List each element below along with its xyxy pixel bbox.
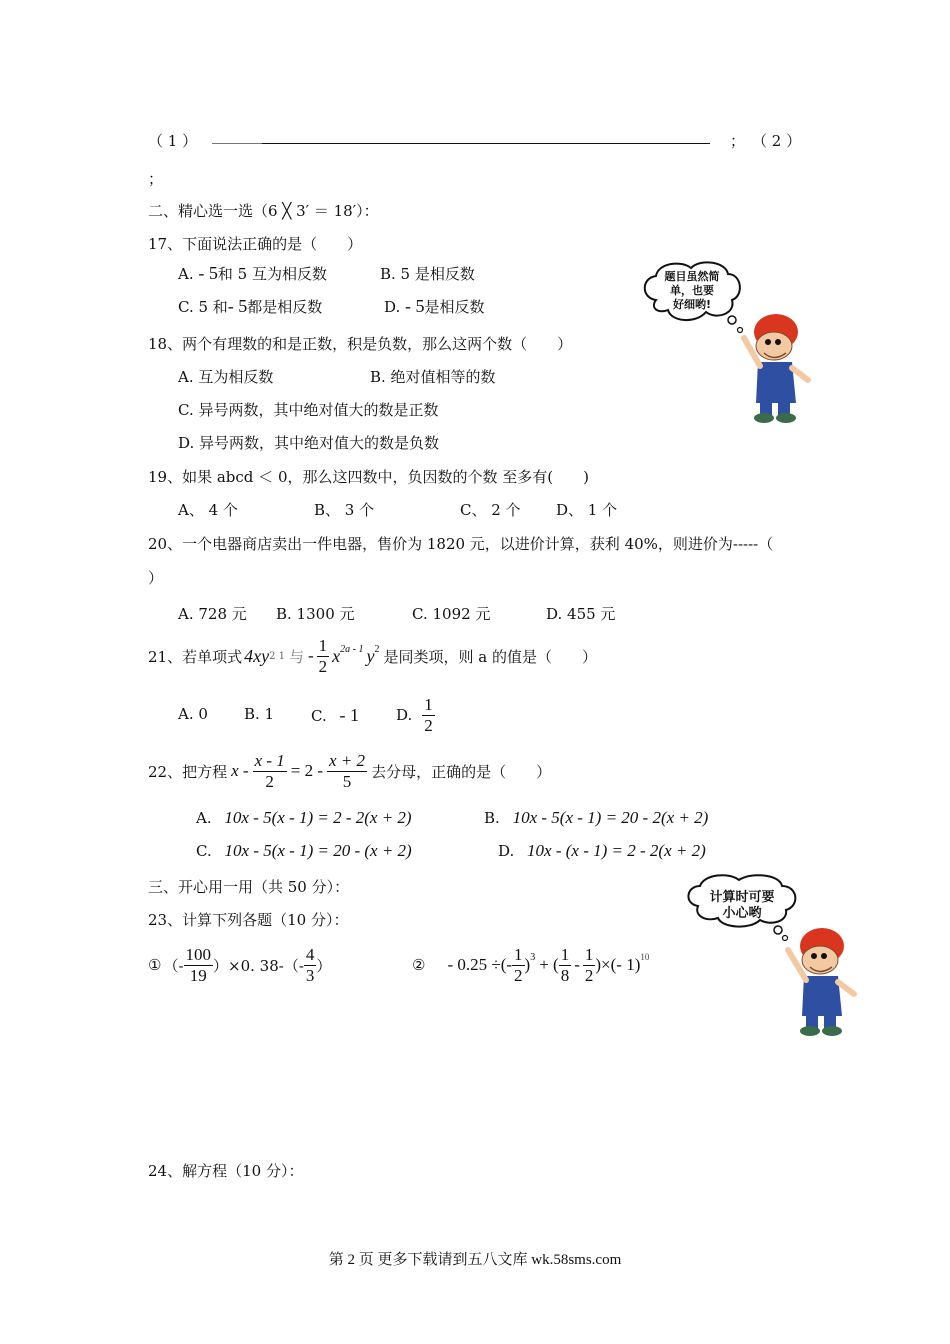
q22-d-letter: D. bbox=[498, 842, 515, 860]
q22-a-expr: 10x - 5(x - 1) = 2 - 2(x + 2) bbox=[224, 808, 412, 827]
q22-f1-num: x - 1 bbox=[254, 750, 285, 770]
bubble-2-line-2: 小心哟 bbox=[722, 906, 762, 921]
q22-option-c bbox=[196, 841, 412, 861]
q17-stem: 17、下面说法正确的是（ ） bbox=[148, 235, 363, 253]
q21-d-den: 2 bbox=[424, 715, 433, 735]
q22-b-expr: 10x - 5(x - 1) = 20 - 2(x + 2) bbox=[512, 808, 709, 827]
q21-prefix: 21、若单项式 bbox=[148, 647, 243, 666]
mascot-2-eye-right bbox=[821, 953, 827, 959]
q21-fraction bbox=[317, 636, 330, 677]
q17-a-letter: A. bbox=[178, 265, 194, 283]
q21-x-exponent: 2a - 1 bbox=[340, 644, 364, 655]
q23-p1-close: ）×0. 38-（- bbox=[213, 956, 304, 975]
q22-f2-num: x + 2 bbox=[329, 750, 366, 770]
q19-stem: 19、如果 abcd ＜ 0，那么这四数中，负因数的个数 至多有( ) bbox=[148, 468, 589, 486]
mascot-1-shoe-left bbox=[754, 413, 774, 423]
q23-e-fraction-3 bbox=[583, 945, 596, 986]
q23-circle-2: ② bbox=[412, 956, 426, 974]
bubble-2-tail-dot-1 bbox=[774, 926, 782, 934]
q17-c-letter: C. 5 和 bbox=[178, 298, 228, 316]
q17-d-letter: D. bbox=[384, 298, 401, 316]
q22-option-a bbox=[196, 808, 412, 828]
mascot-hint-1 bbox=[636, 258, 816, 428]
q17-a-text: 和 5 互为相反数 bbox=[217, 265, 327, 283]
q18-option-a: A. 互为相反数 bbox=[178, 368, 274, 386]
q23-e-fraction-1 bbox=[512, 945, 525, 986]
bubble-1-line-1: 题目虽然简 bbox=[664, 270, 720, 283]
q21-suffix: 是同类项，则 a 的值是（ ） bbox=[383, 647, 597, 666]
q21-option-d bbox=[396, 693, 435, 737]
q23-e-f1-den: 2 bbox=[514, 965, 523, 985]
q19-option-a: A、 4 个 bbox=[178, 501, 238, 519]
q23-p1-open: （- bbox=[163, 956, 184, 975]
mascot-1-face bbox=[756, 332, 792, 360]
q22-x-minus: x - bbox=[231, 761, 249, 780]
mascot-hint-2 bbox=[684, 874, 864, 1040]
q23-circle-1: ① bbox=[148, 956, 162, 974]
q23-p2-den: 3 bbox=[305, 965, 315, 985]
q24-stem: 24、解方程（10 分）： bbox=[148, 1162, 304, 1180]
blank1-label: （ 1 ） bbox=[148, 132, 198, 150]
mascot-2-face bbox=[802, 946, 838, 974]
q22-equals: = 2 - bbox=[290, 761, 324, 780]
q21-frac-den: 2 bbox=[318, 656, 328, 676]
q23-e-f1-num: 1 bbox=[514, 944, 523, 964]
q21-option-a: A. 0 bbox=[178, 705, 208, 723]
bubble-1-text bbox=[650, 270, 734, 312]
q21-option-b: B. 1 bbox=[244, 705, 275, 723]
q21-c-letter: C. bbox=[311, 707, 327, 725]
q23-e-exponent-10: 10 bbox=[640, 952, 650, 962]
q21-monomial-1: 4xy bbox=[244, 645, 270, 666]
q23-stem: 23、计算下列各题（10 分）： bbox=[148, 911, 349, 929]
q22-fraction-1 bbox=[253, 751, 287, 792]
q23-e-f3-num: 1 bbox=[584, 944, 594, 964]
q17-option-c bbox=[178, 296, 322, 317]
q19-option-d: D、 1 个 bbox=[556, 501, 618, 519]
q21-c-value: - 1 bbox=[339, 705, 359, 725]
q21-join-word: 与 bbox=[288, 647, 304, 666]
section3-title: 三、开心用一用（共 50 分）： bbox=[148, 878, 350, 896]
q20-option-d: D. 455 元 bbox=[546, 605, 616, 623]
q17-option-d bbox=[384, 296, 485, 317]
q17-d-value: - 5 bbox=[405, 296, 425, 316]
q20-stem: 20、一个电器商店卖出一件电器，售价为 1820 元，以进价计算，获利 40%，则进价为-----（ bbox=[148, 535, 774, 553]
q23-p1-den: 19 bbox=[189, 965, 207, 985]
q22-option-b bbox=[484, 808, 708, 828]
mascot-2-arm-side bbox=[838, 982, 854, 994]
q23-e-fraction-2 bbox=[559, 945, 572, 986]
semicolon-2: ； bbox=[148, 170, 164, 188]
mascot-2-eye-left bbox=[811, 953, 817, 959]
q21-frac-num: 1 bbox=[318, 635, 328, 655]
q23-e-f2-den: 8 bbox=[560, 965, 570, 985]
q23-e-plus: + ( bbox=[539, 955, 559, 974]
q21-d-fraction bbox=[422, 695, 435, 736]
q23-p1-num: 100 bbox=[185, 944, 212, 964]
q22-fraction-2 bbox=[327, 751, 367, 792]
q21-option-c bbox=[311, 705, 359, 726]
q21-stem bbox=[148, 634, 597, 678]
page-footer: 第 2 页 更多下载请到五八文库 wk.58sms.com bbox=[328, 1252, 622, 1268]
bubble-1-line-2: 单，也要 bbox=[670, 284, 714, 297]
bubble-2-text bbox=[694, 890, 790, 922]
q23-expression-2 bbox=[412, 942, 649, 988]
q22-prefix: 22、把方程 bbox=[148, 762, 228, 781]
bubble-1-tail-dot-2 bbox=[738, 328, 743, 333]
blank1-short-line bbox=[212, 143, 262, 144]
q22-suffix: 去分母，正确的是（ ） bbox=[371, 762, 552, 781]
q18-option-c: C. 异号两数，其中绝对值大的数是正数 bbox=[178, 401, 439, 419]
q22-a-letter: A. bbox=[196, 809, 212, 827]
q19-option-b: B、 3 个 bbox=[314, 501, 375, 519]
q17-c-text: 都是相反数 bbox=[247, 298, 323, 316]
q20-option-b: B. 1300 元 bbox=[276, 605, 355, 623]
q21-x: x bbox=[332, 645, 341, 666]
q18-option-b: B. 绝对值相等的数 bbox=[370, 368, 496, 386]
bubble-1-tail-dot-1 bbox=[728, 316, 736, 324]
q21-d-letter: D. bbox=[396, 706, 413, 724]
q21-monomial-1-exponent: 2 1 bbox=[269, 650, 285, 662]
semicolon-1: ； bbox=[730, 132, 746, 150]
q22-stem bbox=[148, 749, 551, 793]
q23-e-exponent-3: 3 bbox=[530, 952, 536, 963]
section2-title: 二、精心选一选（6 ╳ 3′ ＝ 18′）： bbox=[148, 202, 379, 220]
blank2-label: （ 2 ） bbox=[752, 132, 802, 150]
q17-d-text: 是相反数 bbox=[424, 298, 485, 316]
q21-y: y bbox=[366, 645, 375, 666]
q21-y-exponent: 2 bbox=[374, 644, 380, 655]
q18-stem: 18、两个有理数的和是正数，积是负数，那么这两个数（ ） bbox=[148, 335, 573, 353]
bubble-2-tail-dot-2 bbox=[783, 936, 788, 941]
q20-option-a: A. 728 元 bbox=[178, 605, 247, 623]
q23-e-start: - 0.25 ÷(- bbox=[447, 955, 513, 974]
q21-minus: - bbox=[308, 646, 314, 665]
bubble-2-line-1: 计算时可要 bbox=[709, 890, 775, 905]
q17-c-value: - 5 bbox=[227, 296, 248, 316]
q23-fraction-4-3 bbox=[304, 945, 317, 986]
q23-expression-1 bbox=[148, 942, 331, 988]
mascot-1-eye-left bbox=[765, 339, 771, 345]
mascot-2-shoe-right bbox=[822, 1026, 842, 1036]
q23-e-f2-num: 1 bbox=[560, 944, 570, 964]
q23-e-minus: - bbox=[574, 955, 580, 974]
mascot-1-eye-right bbox=[775, 339, 781, 345]
q18-option-d: D. 异号两数，其中绝对值大的数是负数 bbox=[178, 434, 440, 452]
q23-e-paren: ) bbox=[524, 955, 531, 974]
q23-e-f3-den: 2 bbox=[584, 965, 594, 985]
q22-f2-den: 5 bbox=[342, 771, 352, 791]
q19-option-c: C、 2 个 bbox=[460, 501, 521, 519]
q22-f1-den: 2 bbox=[265, 771, 274, 791]
q23-e-tail: )×(- 1) bbox=[595, 955, 641, 974]
q17-a-value: - 5 bbox=[198, 263, 218, 283]
mascot-1-arm-side bbox=[792, 368, 808, 380]
mascot-2-shoe-left bbox=[800, 1026, 820, 1036]
q20-option-c: C. 1092 元 bbox=[412, 605, 491, 623]
q22-c-letter: C. bbox=[196, 842, 212, 860]
q21-d-num: 1 bbox=[424, 694, 433, 714]
q22-c-expr: 10x - 5(x - 1) = 20 - (x + 2) bbox=[224, 841, 412, 860]
blank1-answer-line bbox=[262, 143, 710, 144]
q22-d-expr: 10x - (x - 1) = 2 - 2(x + 2) bbox=[527, 841, 706, 860]
q20-stem-end: ） bbox=[148, 569, 164, 587]
q17-option-b: B. 5 是相反数 bbox=[380, 265, 475, 283]
bubble-1-line-3: 好细哟! bbox=[672, 298, 712, 311]
q23-p2-close: ） bbox=[316, 956, 332, 975]
q23-p2-num: 4 bbox=[305, 944, 315, 964]
mascot-1-shoe-right bbox=[776, 413, 796, 423]
q23-fraction-100-19 bbox=[184, 945, 214, 986]
q22-b-letter: B. bbox=[484, 809, 500, 827]
q22-option-d bbox=[498, 841, 706, 861]
q17-option-a bbox=[178, 263, 327, 284]
